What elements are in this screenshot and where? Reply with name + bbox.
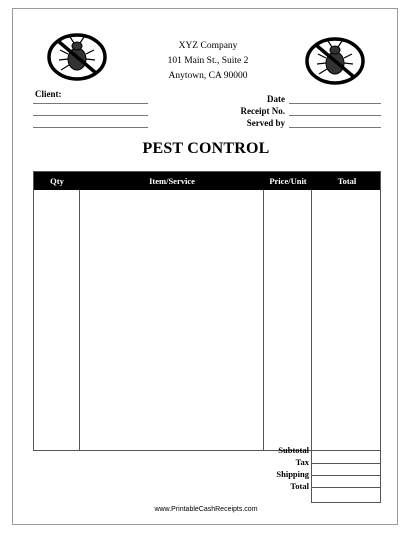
company-info xyxy=(143,39,273,84)
receipt-no-label: Receipt No. xyxy=(240,106,285,116)
table-header xyxy=(34,172,380,190)
column-divider xyxy=(311,190,312,450)
shipping-label: Shipping xyxy=(276,469,309,479)
totals-box xyxy=(311,451,381,503)
receipt-page xyxy=(12,8,398,525)
date-label: Date xyxy=(267,94,285,104)
column-divider xyxy=(79,190,80,450)
company-name: XYZ Company xyxy=(178,41,238,51)
page-title: PEST CONTROL xyxy=(142,140,270,157)
subtotal-label: Subtotal xyxy=(278,445,309,455)
subtotal-field[interactable] xyxy=(312,463,380,464)
tax-field[interactable] xyxy=(312,475,380,476)
company-address-line2: Anytown, CA 90000 xyxy=(168,71,248,81)
tax-label: Tax xyxy=(295,457,309,467)
no-bug-icon xyxy=(304,36,366,86)
no-bug-icon xyxy=(46,32,108,82)
header-price-unit: Price/Unit xyxy=(269,176,307,186)
receipt-no-field[interactable] xyxy=(289,115,381,116)
shipping-field[interactable] xyxy=(312,487,380,488)
column-divider xyxy=(263,190,264,450)
client-line-1[interactable] xyxy=(33,103,148,104)
client-line-3[interactable] xyxy=(33,127,148,128)
served-by-field[interactable] xyxy=(289,127,381,128)
header-total: Total xyxy=(337,176,357,186)
served-by-label: Served by xyxy=(246,118,285,128)
company-address-line1: 101 Main St., Suite 2 xyxy=(167,56,249,66)
client-line-2[interactable] xyxy=(33,115,148,116)
total-label: Total xyxy=(290,481,309,491)
items-table xyxy=(33,171,381,451)
client-label: Client: xyxy=(35,89,62,99)
header-item-service: Item/Service xyxy=(149,176,195,186)
date-field[interactable] xyxy=(289,103,381,104)
header-qty: Qty xyxy=(50,176,64,186)
footer-website: www.PrintableCashReceipts.com xyxy=(154,506,258,513)
